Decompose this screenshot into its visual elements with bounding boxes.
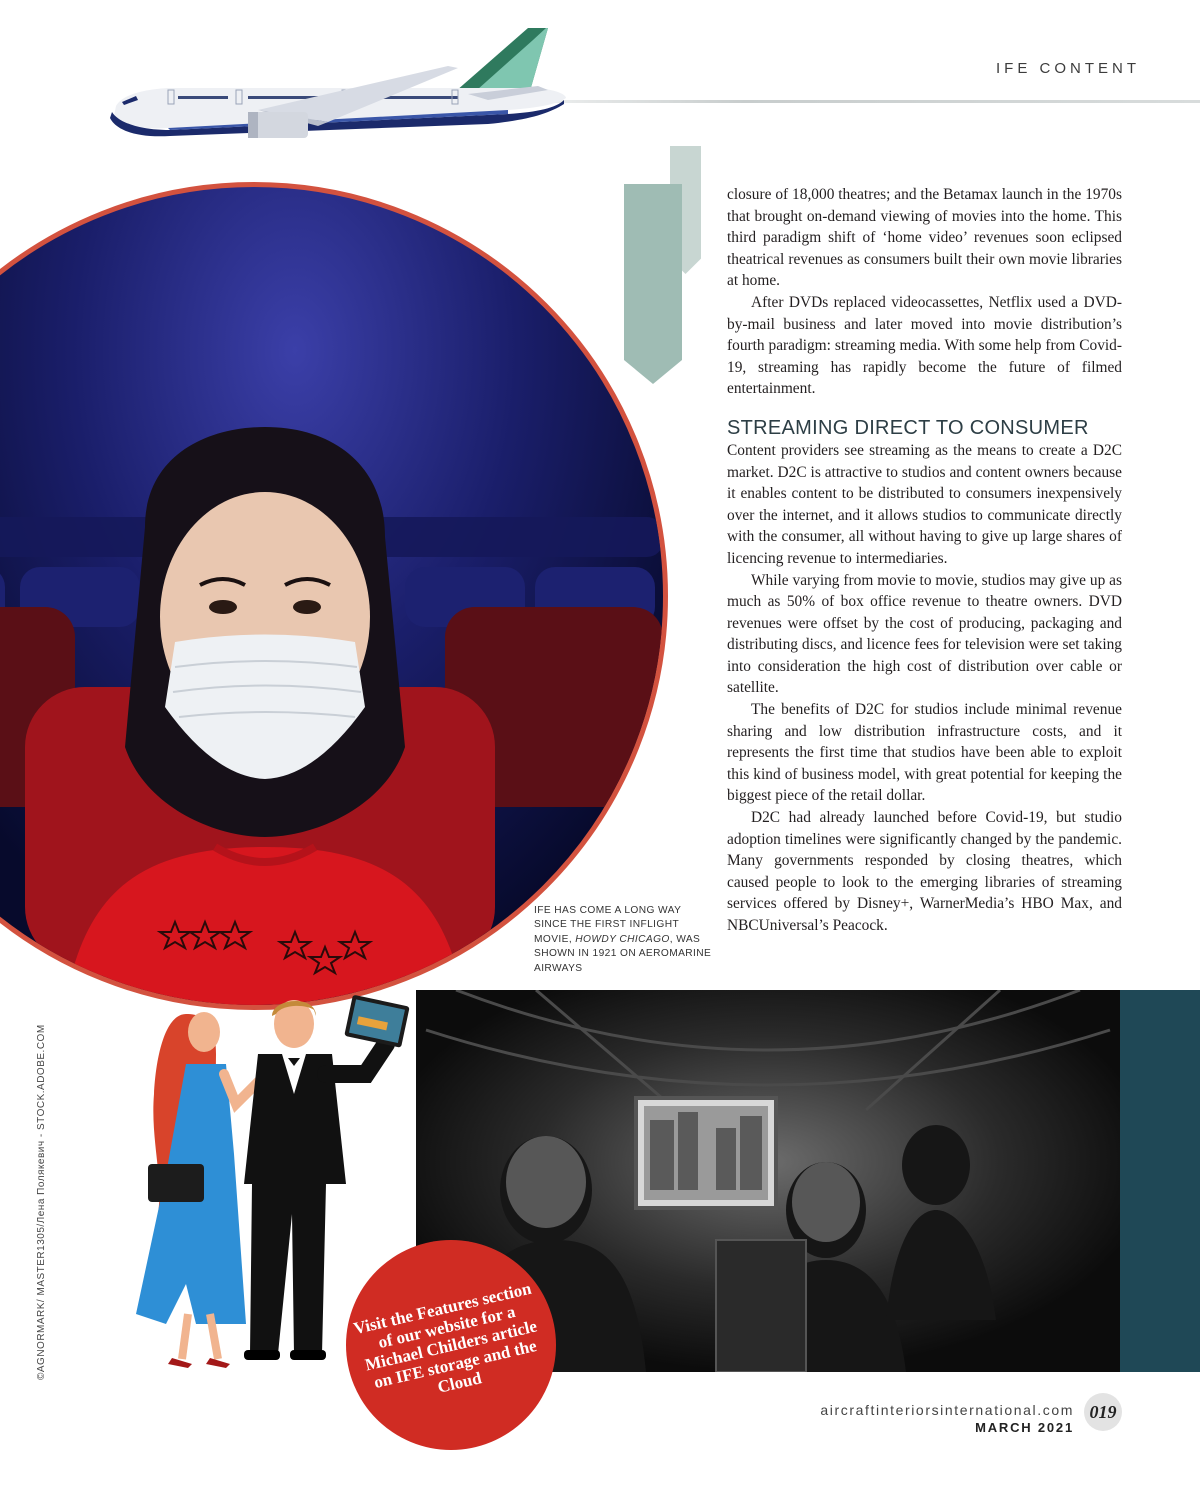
paragraph: closure of 18,000 theatres; and the Betamax launch in the 1970s that brought on-demand viewing of movies into the home. This third paradigm shift of ‘home video’ revenues soon eclipsed theatrical revenues as consumers built their own movie libraries at home. — [727, 186, 1122, 290]
promo-text: Visit the Features section of our website for a Michael Childers article on IFE storage and the Cloud — [351, 1278, 539, 1397]
caption-movie-title: HOWDY CHICAGO — [575, 933, 670, 945]
article-body — [727, 184, 1122, 937]
photo-caption — [534, 904, 714, 976]
paragraph: Content providers see streaming as the means to create a D2C market. D2C is attractive to studios and content owners because it enables content to be distributed to consumers inexpensively over the internet, and it allows studios to communicate directly with the consumer, all without having to give up large shares of licencing revenue to intermediaries. — [727, 441, 1122, 567]
subheading: STREAMING DIRECT TO CONSUMER — [727, 416, 1089, 439]
cinema-photo — [0, 182, 668, 1010]
website-promo-badge[interactable] — [346, 1240, 556, 1450]
airplane-illustration — [108, 26, 568, 144]
paragraph: While varying from movie to movie, studios may give up as much as 50% of box office revenue to theatre owners. DVD revenues were offset by the cost of producing, packaging and distributing discs, and licence fees for television were set taking into consideration the high cost of distribution over cable or satellite. — [727, 571, 1122, 697]
caption-text-a: IFE HAS COME A LONG WAY SINCE THE FIRST INFLIGHT MOVIE, — [534, 905, 682, 945]
teal-side-panel — [1120, 990, 1200, 1372]
footer-date: MARCH 2021 — [975, 1420, 1074, 1435]
caption-text-b: , WAS SHOWN IN 1921 ON AEROMARINE AIRWAYS — [534, 933, 712, 974]
photo-credit: ©AGNORMARK/ MASTER1305/Лена Полякевич - STOCK.ADOBE.COM — [36, 1024, 47, 1380]
ribbon-sage — [624, 184, 682, 384]
section-label: IFE CONTENT — [996, 60, 1140, 77]
paragraph: After DVDs replaced videocassettes, Netflix used a DVD-by-mail business and later moved into movie distribution’s fourth paradigm: streaming media. With some help from Covid-19, streaming has rapidly become the future of filmed entertainment. — [727, 293, 1122, 398]
footer-website[interactable]: aircraftinteriorsinternational.com — [820, 1402, 1074, 1418]
masked-woman-image — [0, 187, 663, 1005]
page-number: 019 — [1084, 1393, 1122, 1431]
paragraph: D2C had already launched before Covid-19, but studio adoption timelines were significantly changed by the pandemic. Many governments responded by closing theatres, which caused people to look to the emerging libraries of streaming services offered by Disney+, WarnerMedia’s HBO Max, and NBCUniversal’s Peacock. — [727, 809, 1122, 934]
paragraph: The benefits of D2C for studios include minimal revenue sharing and low distribution infrastructure costs, and it represents the first time that studios have been able to exploit this kind of business model, with great potential for keeping the biggest piece of the retail dollar. — [727, 701, 1122, 805]
